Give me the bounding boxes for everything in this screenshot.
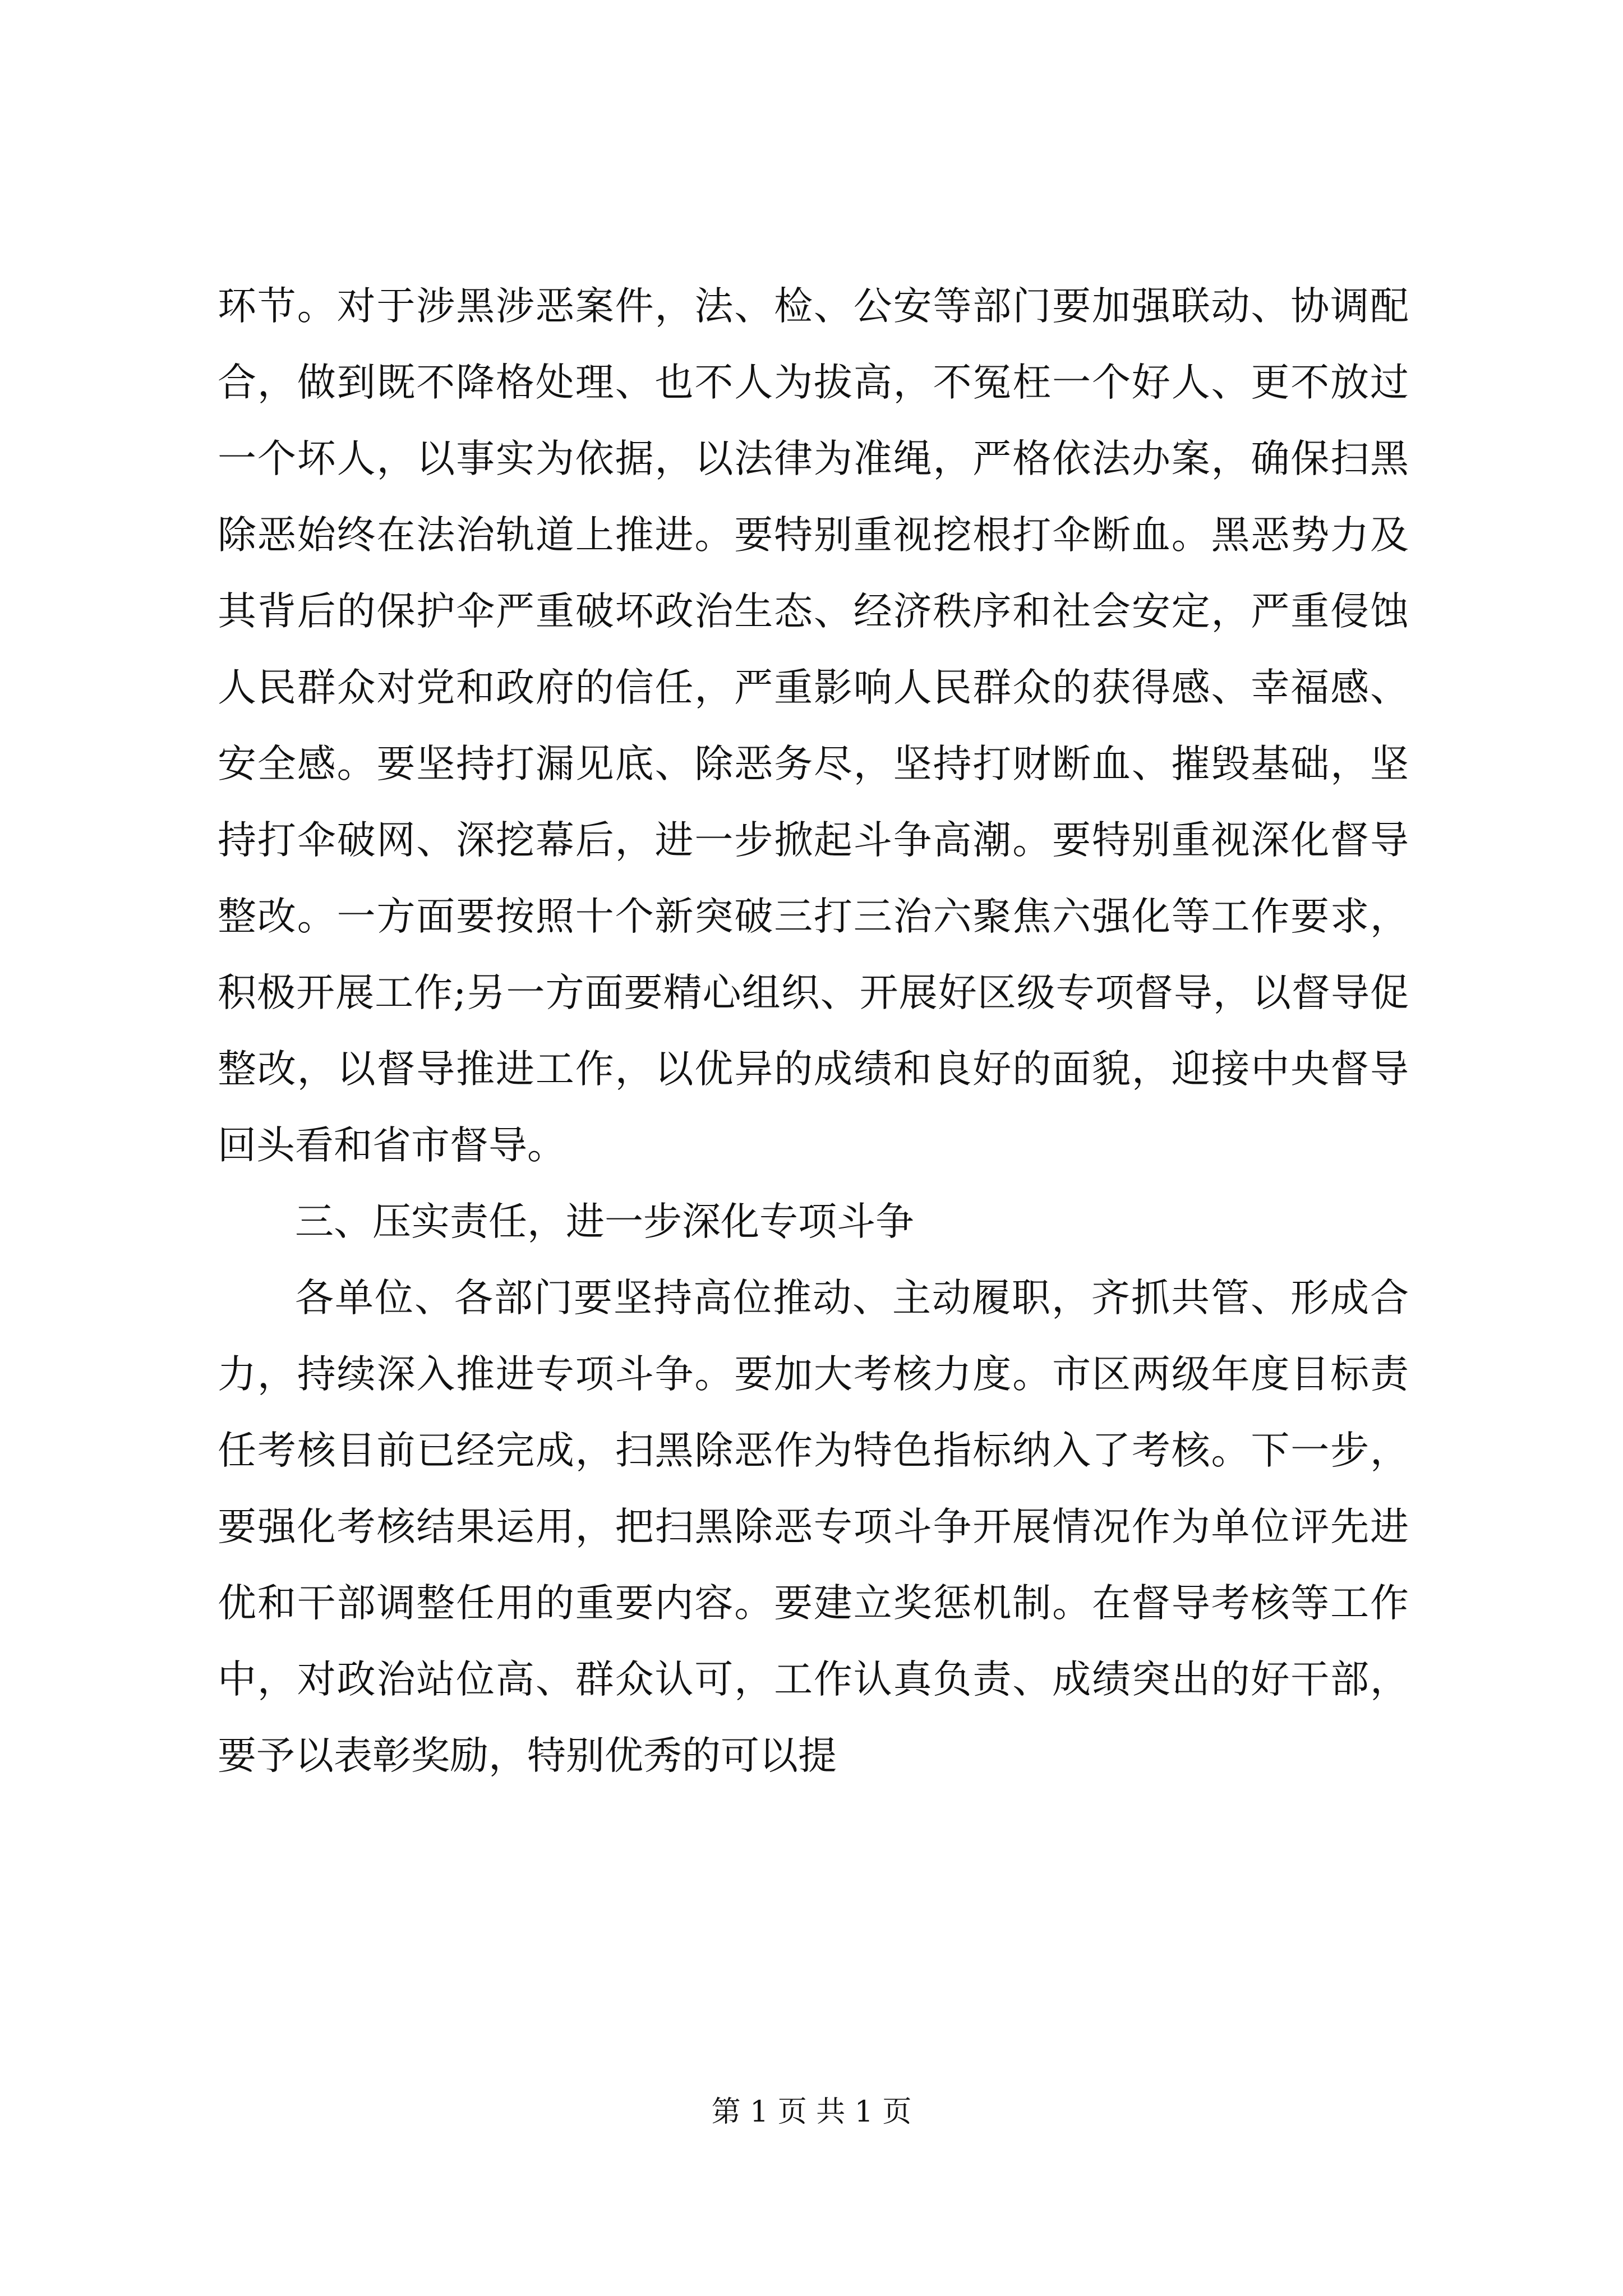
paragraph-2: 各单位、各部门要坚持高位推动、主动履职，齐抓共管、形成合力，持续深入推进专项斗争。要加大考核力度。市区两级年度目标责任考核目前已经完成，扫黑除恶作为特色指标纳入了考核。下一步，要强化考核结果运用，把扫黑除恶专项斗争开展情况作为单位评先进优和干部调整任用的重要内容。要建立奖惩机制。在督导考核等工作中，对政治站位高、群众认可，工作认真负责、成绩突出的好干部，要予以表彰奖励，特别优秀的可以提 <box>218 1276 1409 1778</box>
paragraph-1: 环节。对于涉黑涉恶案件，法、检、公安等部门要加强联动、协调配合，做到既不降格处理、也不人为拔高，不冤枉一个好人、更不放过一个坏人，以事实为依据，以法律为准绳，严格依法办案，确保扫黑除恶始终在法治轨道上推进。要特别重视挖根打伞断血。黑恶势力及其背后的保护伞严重破坏政治生态、经济秩序和社会安定，严重侵蚀人民群众对党和政府的信任，严重影响人民群众的获得感、幸福感、安全感。要坚持打漏见底、除恶务尽，坚持打财断血、摧毁基础，坚持打伞破网、深挖幕后，进一步掀起斗争高潮。要特别重视深化督导整改。一方面要按照十个新突破三打三治六聚焦六强化等工作要求，积极开展工作;另一方面要精心组织、开展好区级专项督导，以督导促整改，以督导推进工作，以优异的成绩和良好的面貌，迎接中央督导回头看和省市督导。 <box>218 284 1409 1168</box>
document-body <box>218 268 1409 1794</box>
page-number-footer: 第 1 页 共 1 页 <box>711 2095 912 2129</box>
section-heading: 三、压实责任，进一步深化专项斗争 <box>295 1199 914 1244</box>
